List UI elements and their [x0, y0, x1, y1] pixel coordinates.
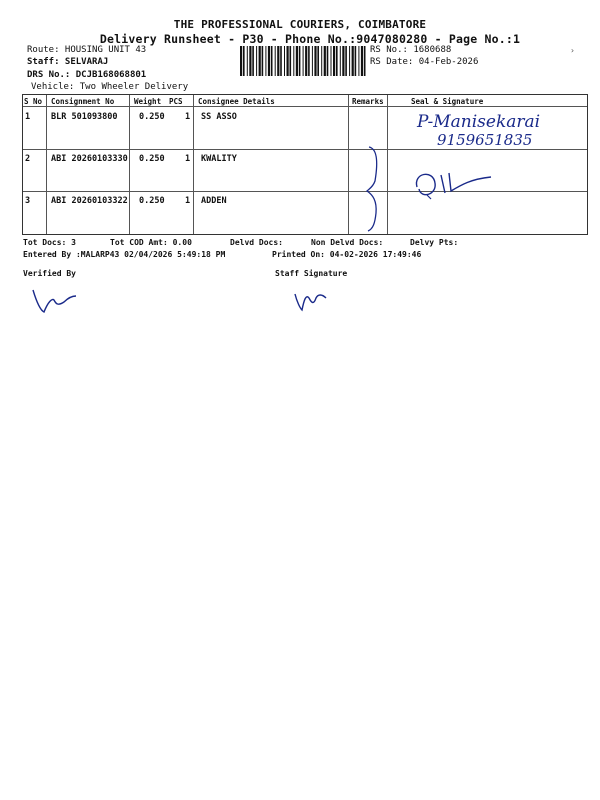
barcode-bar: [336, 46, 338, 76]
total-docs: Tot Docs: 3: [23, 238, 76, 247]
barcode-bar: [327, 46, 329, 76]
barcode-bar: [265, 46, 266, 76]
barcode-bar: [340, 46, 341, 76]
vehicle-text: Vehicle: Two Wheeler Delivery: [31, 82, 189, 92]
drs-number: DRS No.: DCJB168068801: [27, 70, 147, 80]
barcode-bar: [252, 46, 254, 76]
route-text: Route: HOUSING UNIT 43: [27, 45, 147, 55]
row3-weight: 0.250: [139, 196, 165, 206]
row3-consignment: ABI 20260103322: [51, 196, 128, 206]
barcode-bar: [262, 46, 264, 76]
row3-pcs: 1: [185, 196, 191, 206]
barcode-bar: [290, 46, 292, 76]
runsheet-subtitle: Delivery Runsheet - P30 - Phone No.:9047080280 - Page No.:1: [99, 32, 521, 46]
staff-signature-label: Staff Signature: [275, 269, 348, 278]
barcode-bar: [277, 46, 279, 76]
handwritten-recipient-signature: [415, 107, 587, 151]
barcode-bar: [296, 46, 298, 76]
barcode-bar: [256, 46, 257, 76]
barcode-bar: [268, 46, 270, 76]
printed-on: Printed On: 04-02-2026 17:49:46: [272, 250, 422, 259]
header-pcs: PCS: [169, 97, 183, 106]
staff-text: Staff: SELVARAJ: [27, 57, 109, 67]
barcode-bar: [259, 46, 261, 76]
barcode-bar: [280, 46, 282, 76]
barcode-bar: [240, 46, 242, 76]
barcode-bar: [333, 46, 335, 76]
row1-pcs: 1: [185, 112, 191, 122]
barcode-bar: [249, 46, 251, 76]
barcode-bar: [247, 46, 248, 76]
barcode-bar: [321, 46, 322, 76]
barcode-bar: [287, 46, 289, 76]
row2-weight: 0.250: [139, 154, 165, 164]
runsheet-table: [22, 94, 588, 235]
row2-pcs: 1: [185, 154, 191, 164]
barcode-bar: [314, 46, 316, 76]
delivery-points: Delvy Pts:: [410, 238, 459, 247]
header-seal-signature: Seal & Signature: [411, 97, 484, 106]
barcode-bar: [345, 46, 347, 76]
barcode-bar: [324, 46, 326, 76]
row1-weight: 0.250: [139, 112, 165, 122]
scan-mark-icon: ›: [570, 46, 575, 55]
barcode-bar: [275, 46, 276, 76]
barcode-bar: [361, 46, 363, 76]
rs-date: RS Date: 04-Feb-2026: [370, 57, 479, 67]
barcode-bar: [355, 46, 357, 76]
row1-consignment: BLR 501093800: [51, 112, 118, 122]
barcode-bar: [312, 46, 313, 76]
row1-sno: 1: [25, 112, 31, 122]
row3-sno: 3: [25, 196, 31, 206]
non-delivered-docs: Non Delvd Docs:: [311, 238, 384, 247]
handwritten-brace-mark: [365, 143, 385, 233]
total-cod-amount: Tot COD Amt: 0.00: [110, 238, 192, 247]
barcode-bar: [293, 46, 294, 76]
barcode-bar: [243, 46, 245, 76]
row1-consignee: SS ASSO: [201, 112, 237, 122]
header-consignee: Consignee Details: [198, 97, 275, 106]
delivered-docs: Delvd Docs:: [230, 238, 283, 247]
barcode-bar: [284, 46, 285, 76]
entered-by: Entered By :MALARP43 02/04/2026 5:49:18 PM: [23, 250, 226, 259]
barcode-bar: [308, 46, 310, 76]
barcode-bar: [271, 46, 273, 76]
barcode-bar: [349, 46, 350, 76]
header-sno: S No: [24, 97, 43, 106]
barcode-bar: [299, 46, 301, 76]
barcode-bar: [364, 46, 366, 76]
header-weight: Weight: [134, 97, 162, 106]
barcode-bar: [303, 46, 304, 76]
rs-number: RS No.: 1680688: [370, 45, 452, 55]
header-remarks: Remarks: [352, 97, 384, 106]
row2-consignment: ABI 20260103330: [51, 154, 128, 164]
barcode-bar: [342, 46, 344, 76]
barcode-image: [240, 46, 366, 76]
barcode-bar: [331, 46, 332, 76]
handwritten-scribble-signature: [411, 165, 511, 205]
barcode-bar: [352, 46, 354, 76]
barcode-bar: [317, 46, 319, 76]
barcode-bar: [305, 46, 307, 76]
company-title: THE PROFESSIONAL COURIERS, COIMBATORE: [173, 18, 427, 31]
handwritten-recipient-phone: 9159651835: [437, 131, 533, 149]
row2-sno: 2: [25, 154, 31, 164]
row2-consignee: KWALITY: [201, 154, 237, 164]
verifier-signature: [30, 286, 80, 316]
barcode-bar: [358, 46, 359, 76]
staff-signature: [292, 286, 342, 316]
header-consignment: Consignment No: [51, 97, 115, 106]
verified-by-label: Verified By: [23, 269, 76, 278]
row3-consignee: ADDEN: [201, 196, 227, 206]
handwritten-recipient-name: P-Manisekarai: [417, 112, 541, 132]
